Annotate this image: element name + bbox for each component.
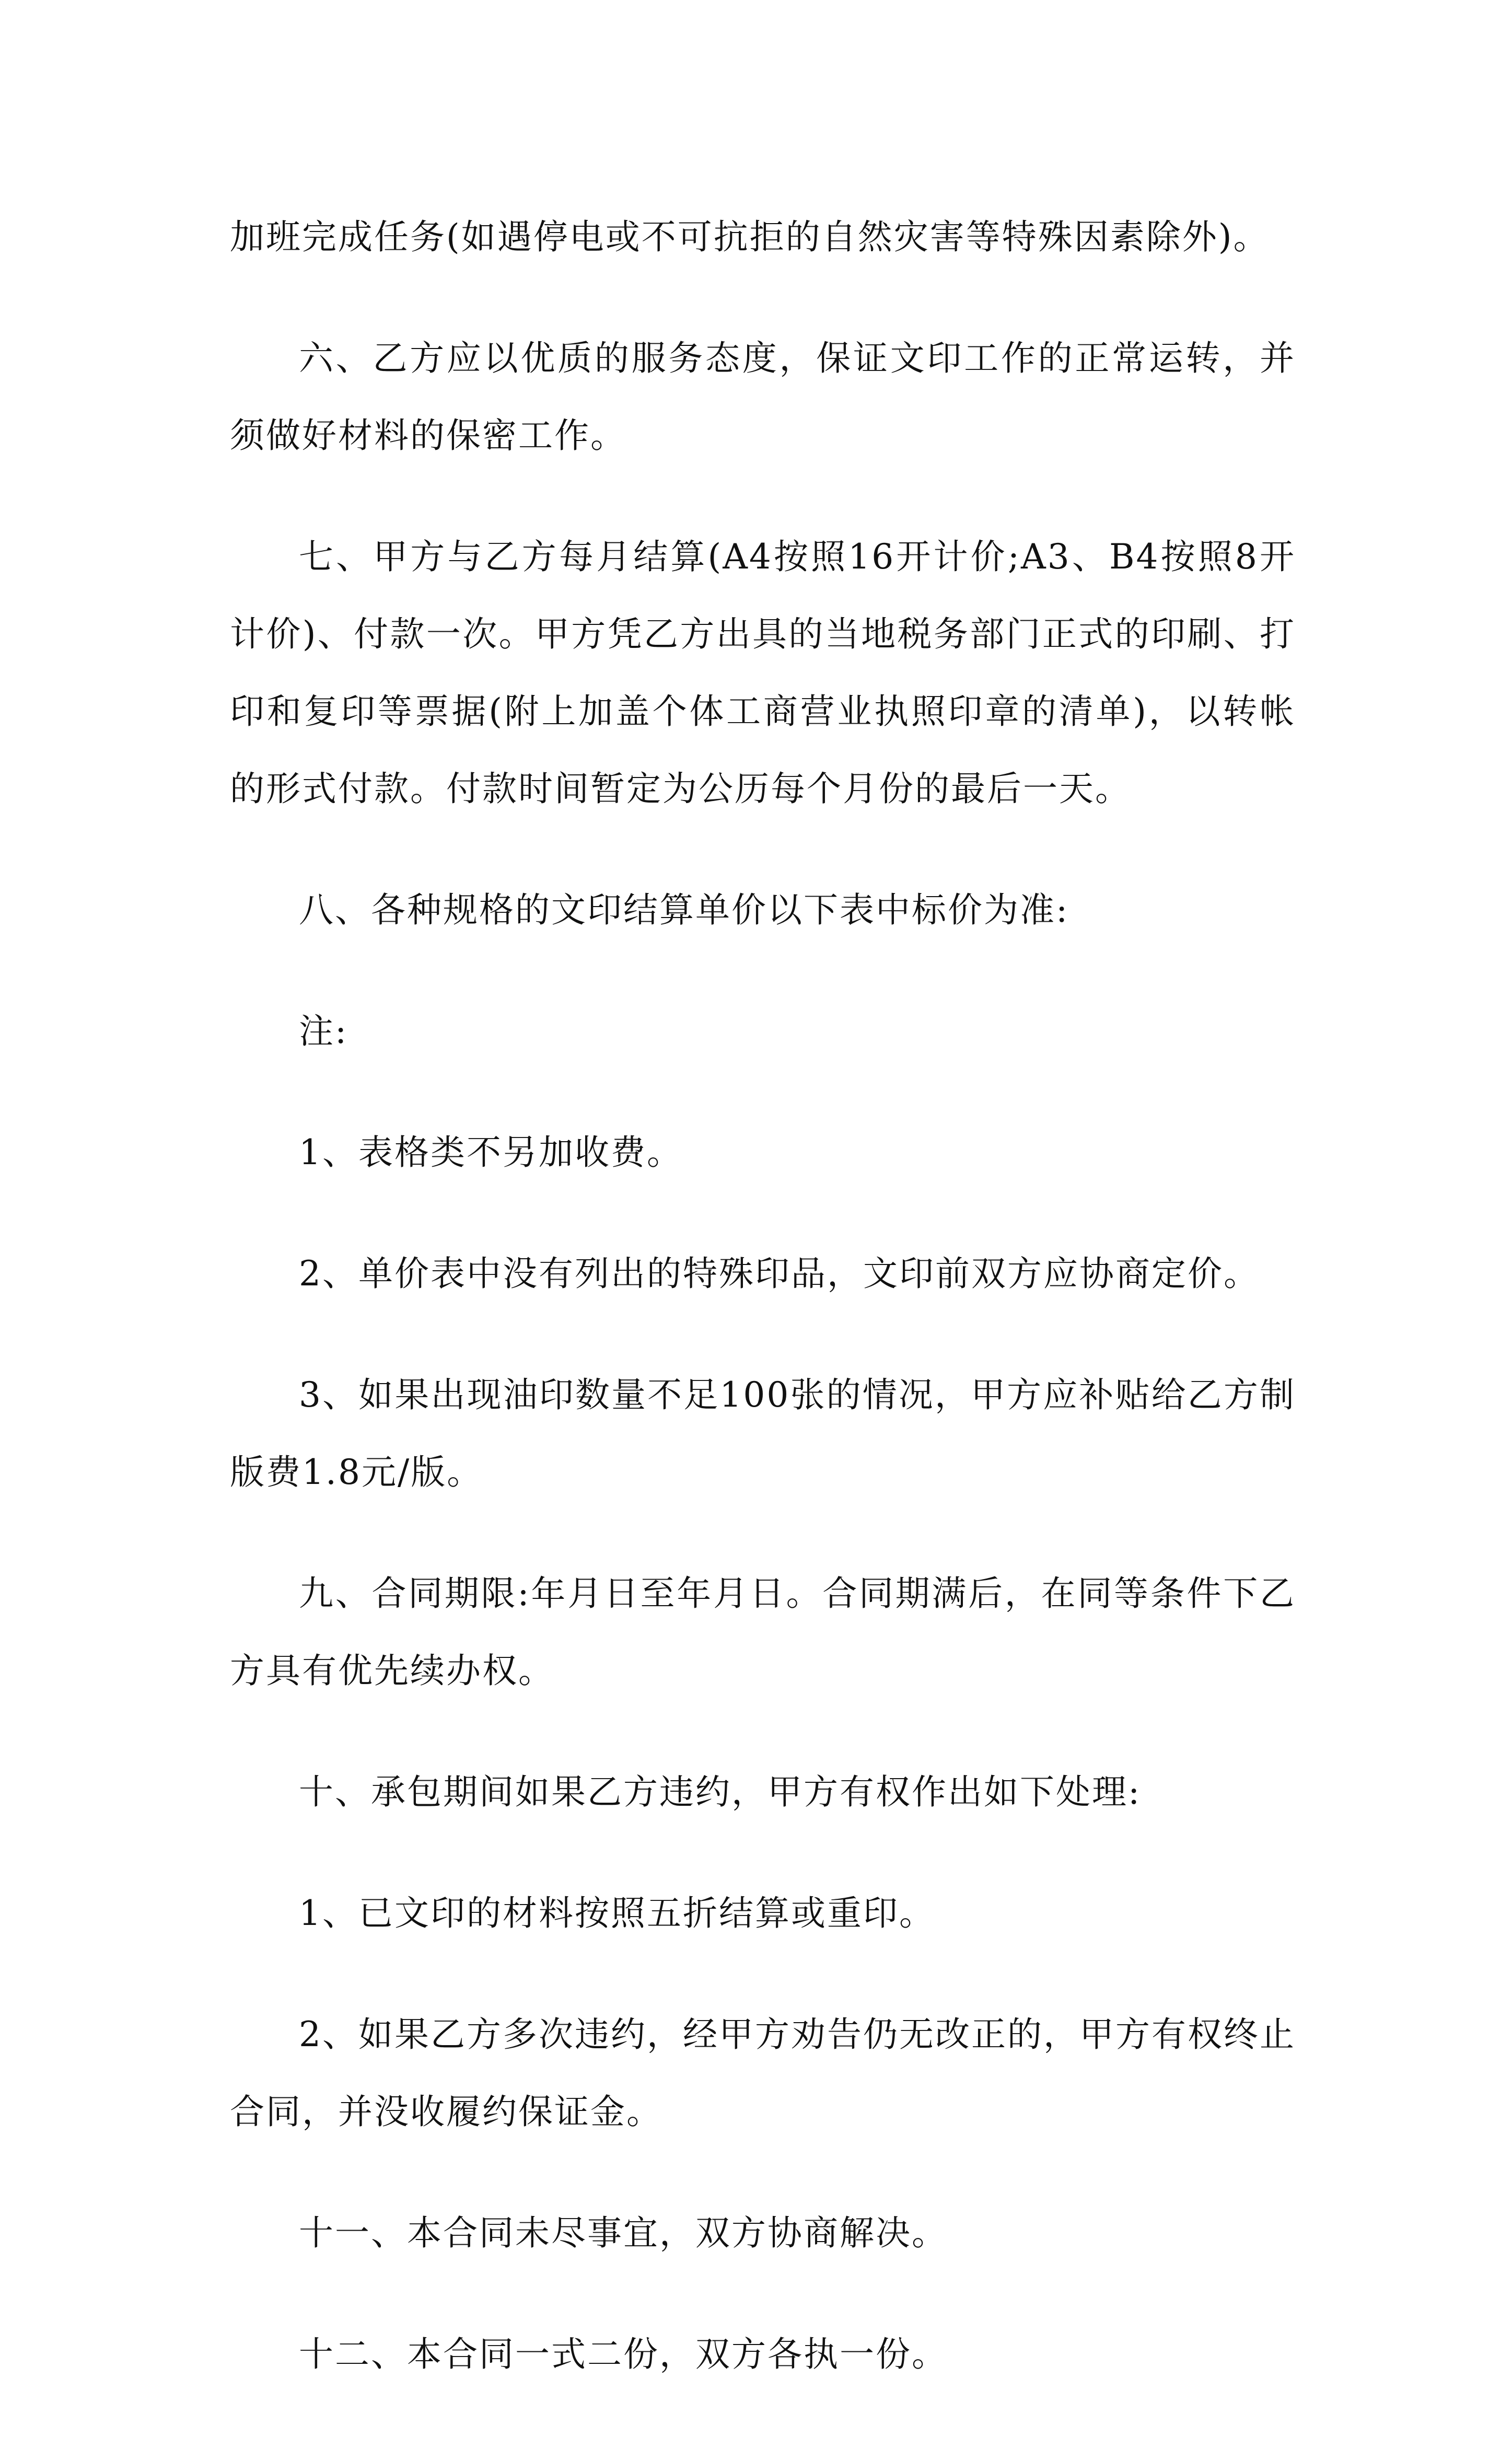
clause-10: 十、承包期间如果乙方违约，甲方有权作出如下处理:: [299, 1772, 1142, 1812]
note-item-2: 2、单价表中没有列出的特殊印品，文印前双方应协商定价。: [299, 1254, 1260, 1294]
note-item-3: 3、如果出现油印数量不足100张的情况，甲方应补贴给乙方制版费1.8元/版。: [230, 1375, 1296, 1492]
clause-10-item-2: 2、如果乙方多次违约，经甲方劝告仍无改正的，甲方有权终止合同，并没收履约保证金。: [230, 2014, 1296, 2132]
note-heading: 注:: [299, 1011, 348, 1051]
document-body: [230, 199, 1296, 2437]
paragraph-continuation: 加班完成任务(如遇停电或不可抗拒的自然灾害等特殊因素除外)。: [230, 217, 1270, 257]
clause-12: 十二、本合同一式二份，双方各执一份。: [299, 2334, 948, 2374]
clause-7: 七、甲方与乙方每月结算(A4按照16开计价;A3、B4按照8开计价)、付款一次。甲方凭乙方出具的当地税务部门正式的印刷、打印和复印等票据(附上加盖个体工商营业执照印章的清单)，以转帐的形式付款。付款时间暂定为公历每个月份的最后一天。: [230, 537, 1296, 809]
clause-10-item-1: 1、已文印的材料按照五折结算或重印。: [299, 1893, 935, 1933]
clause-8: 八、各种规格的文印结算单价以下表中标价为准:: [299, 890, 1069, 930]
clause-6: 六、乙方应以优质的服务态度，保证文印工作的正常运转，并须做好材料的保密工作。: [230, 338, 1296, 456]
note-item-1: 1、表格类不另加收费。: [299, 1132, 683, 1173]
clause-11: 十一、本合同未尽事宜，双方协商解决。: [299, 2213, 948, 2253]
clause-9: 九、合同期限:年月日至年月日。合同期满后，在同等条件下乙方具有优先续办权。: [230, 1573, 1296, 1691]
